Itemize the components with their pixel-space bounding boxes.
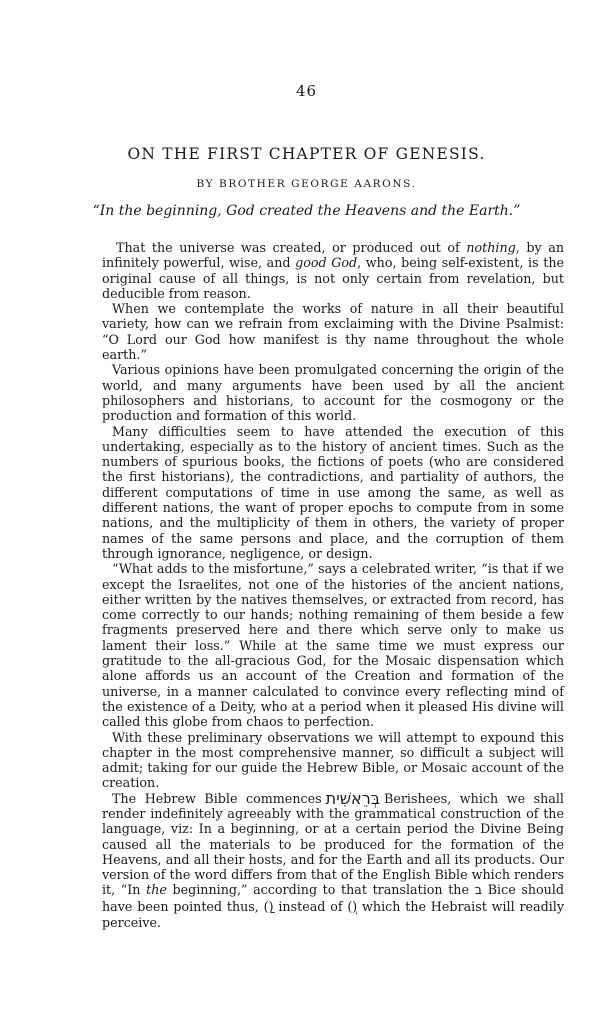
hebrew-word-bereshit: בְּרֵאשִׁית <box>325 788 381 808</box>
p1-emphasis-nothing: nothing <box>466 240 516 255</box>
p7-text-a: The Hebrew Bible commences <box>112 790 322 806</box>
paragraph-3: Various opinions have been promulgated concerning the origin of the world, and many arguments have been used by all the ancient philosophers and historians, to account for the cosmogony or the production and formation of this world. <box>102 362 564 424</box>
paragraph-4: Many difficulties seem to have attended the execution of this undertaking, especially as to the history of ancient times. Such as the numbers of spurious books, the fictions of poets (who are considered the first historians), the contradictions, and partiality of authors, the different computations of time in use among the same, as well as different nations, the want of proper epochs to compute from in some nations, and the multiplicity of them in others, the variety of proper names of the same persons and place, and the corruption of them through ignorance, negligence, or design. <box>102 423 564 561</box>
page-number: 46 <box>295 82 318 100</box>
paragraph-7 <box>102 788 565 931</box>
p7-emphasis-the: the <box>146 882 167 898</box>
p1-text-a: That the universe was created, or produced out of <box>116 240 467 255</box>
p7-text-f: ) instead of ( <box>268 898 353 914</box>
p1-text-e: , who, being self-existent, is the original cause of all things, is not only certain from revelation, but deducible from reason. <box>102 255 564 301</box>
article-body <box>102 240 564 930</box>
hebrew-letter-beth: ב <box>474 883 483 899</box>
paragraph-6: With these preliminary observations we will attempt to expound this chapter in the most comprehensive manner, so difficult a subject will admit; taking for our guide the Hebrew Bible, or Mosaic account of the creation. <box>102 729 564 791</box>
p7-text-e: Bice should have been pointed thus, ( <box>102 882 565 914</box>
paragraph-5: “What adds to the misfortune,” says a celebrated writer, “is that if we except the Israelites, not one of the histories of the ancient nations, either written by the natives themselves, or extracted from record, has come correctly to our hands; nothing remaining of them beside a few fragments preserved here and there which serve only to make us lament their loss.” While at the same time we must express our gratitude to the all-gracious God, for the Mosaic dispensation which alone affords us an account of the Creation and formation of the universe, in a manner calculated to convince every reflecting mind of the existence of a Deity, who at a period when it pleased His divine will called this globe from chaos to perfection. <box>102 561 564 730</box>
p1-emphasis-good-god: good God <box>295 255 358 271</box>
paragraph-1 <box>102 240 564 301</box>
p7-text-b: Berishees, which we shall render indefinitely agreeably with the grammatical construction of the language, viz: In a beginning, or at a certain period the Divine Being caused all the materials to be produced for the formation of the Heavens, and all their hosts, and for the Earth and all its products. Our version of the word differs from that of the English Bible which renders it, “In <box>102 790 564 898</box>
epigraph-quote: “In the beginning, God created the Heavens and the Earth.” <box>92 203 521 219</box>
paragraph-2: When we contemplate the works of nature in all their beautiful variety, how can we refrain from exclaiming with the Divine Psalmist: “O Lord our God how manifest is thy name throughout the whole earth.” <box>102 301 564 363</box>
p1-text-c: , by an infinitely powerful, wise, and <box>102 240 564 271</box>
p7-text-d: beginning,” according to that translation the <box>166 882 475 898</box>
p7-text-g: ) which the Hebraist will readily perceive. <box>102 898 564 931</box>
article-title: ON THE FIRST CHAPTER OF GENESIS. <box>127 145 486 163</box>
author-byline: BY BROTHER GEORGE AARONS. <box>196 178 417 190</box>
